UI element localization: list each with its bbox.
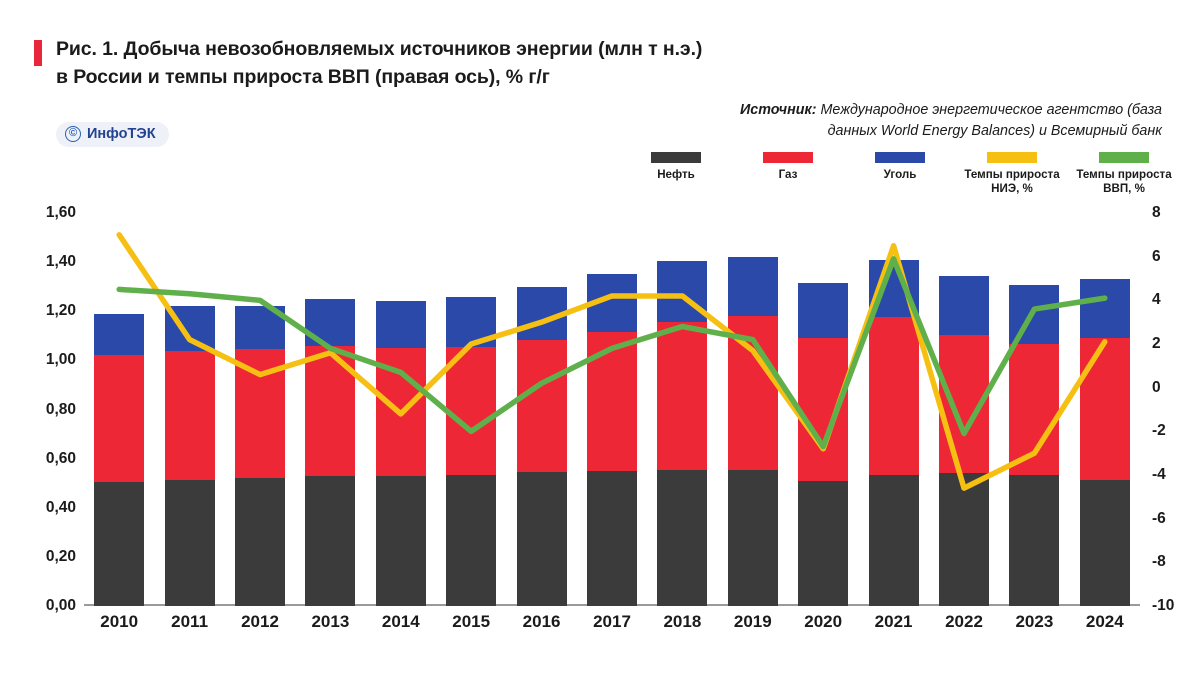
y-axis-left-tick-label: 0,40 [45, 498, 76, 516]
chart-legend [620, 152, 1180, 197]
y-axis-right-tick-label: -4 [1152, 466, 1166, 483]
y-axis-left-tick-label: 1,20 [45, 302, 76, 320]
copyright-icon: © [65, 126, 81, 142]
logo-label: ИнфоТЭК [87, 126, 156, 142]
y-axis-right-tick-label: 4 [1152, 291, 1161, 309]
x-axis-tick-label: 2010 [100, 612, 139, 631]
legend-swatch [987, 152, 1037, 163]
legend-label: Газ [778, 168, 798, 181]
title-line-1: Рис. 1. Добыча невозобновляемых источников энергии (млн т н.э.) [56, 38, 703, 60]
legend-item [844, 152, 956, 197]
legend-label: Темпы прироста НИЭ, % [964, 168, 1060, 196]
x-axis-tick-label: 2018 [663, 612, 702, 631]
y-axis-right-tick-label: 2 [1152, 335, 1161, 352]
x-axis-tick-label: 2014 [381, 612, 420, 631]
legend-label: Уголь [883, 168, 917, 181]
x-axis-tick-label: 2016 [522, 612, 561, 631]
plot-inner [45, 204, 1175, 614]
legend-label: Нефть [657, 168, 695, 181]
source-text: Международное энергетическое агентство (база данных World Energy Balances) и Всемирный банк [816, 102, 1162, 139]
legend-label: Темпы прироста ВВП, % [1076, 168, 1172, 196]
legend-swatch [763, 152, 813, 163]
line-series [119, 235, 1105, 488]
title-accent-bar [34, 40, 42, 66]
line-series [119, 259, 1105, 447]
y-axis-right-tick-label: 8 [1152, 204, 1161, 221]
legend-item [1068, 152, 1180, 197]
y-axis-left-tick-label: 1,00 [45, 351, 76, 369]
x-axis-tick-label: 2012 [241, 612, 279, 631]
y-axis-left-tick-label: 0,60 [45, 449, 76, 467]
page-title [34, 36, 834, 91]
y-axis-left-tick-label: 0,20 [45, 547, 76, 565]
legend-swatch [875, 152, 925, 163]
y-axis-left-tick-label: 0,00 [45, 597, 76, 614]
y-axis-right-tick-label: -2 [1152, 422, 1166, 440]
y-axis-right-tick-label: -8 [1152, 553, 1166, 571]
x-axis-tick-label: 2021 [874, 612, 913, 631]
y-axis-left-tick-label: 1,40 [45, 253, 76, 271]
x-axis-tick-label: 2024 [1085, 612, 1124, 631]
y-axis-right-tick-label: 6 [1152, 247, 1161, 265]
title-line-2: в России и темпы прироста ВВП (правая ось), % г/г [56, 65, 550, 88]
legend-item [956, 152, 1068, 197]
plot-area [45, 204, 1175, 614]
x-axis-tick-label: 2017 [593, 612, 631, 631]
legend-item [620, 152, 732, 197]
y-axis-left-tick-label: 1,60 [45, 204, 76, 221]
y-axis-left-tick-label: 0,80 [45, 400, 76, 418]
x-axis-tick-label: 2020 [804, 612, 843, 631]
line-series-layer [84, 213, 1140, 606]
x-axis-tick-label: 2015 [452, 612, 491, 631]
y-axis-right-tick-label: -6 [1152, 509, 1166, 527]
x-axis-tick-label: 2013 [311, 612, 350, 631]
x-axis-labels [84, 612, 1140, 642]
y-axis-right-tick-label: 0 [1152, 378, 1161, 396]
x-axis-tick-label: 2022 [945, 612, 983, 631]
legend-swatch [651, 152, 701, 163]
infotek-logo-badge [56, 122, 169, 147]
x-axis-tick-label: 2011 [171, 612, 209, 631]
source-label: Источник: [740, 102, 817, 118]
legend-swatch [1099, 152, 1149, 163]
y-axis-right-tick-label: -10 [1152, 597, 1175, 614]
source-note [732, 100, 1162, 141]
x-axis-tick-label: 2023 [1015, 612, 1054, 631]
legend-item [732, 152, 844, 197]
x-axis-tick-label: 2019 [733, 612, 772, 631]
